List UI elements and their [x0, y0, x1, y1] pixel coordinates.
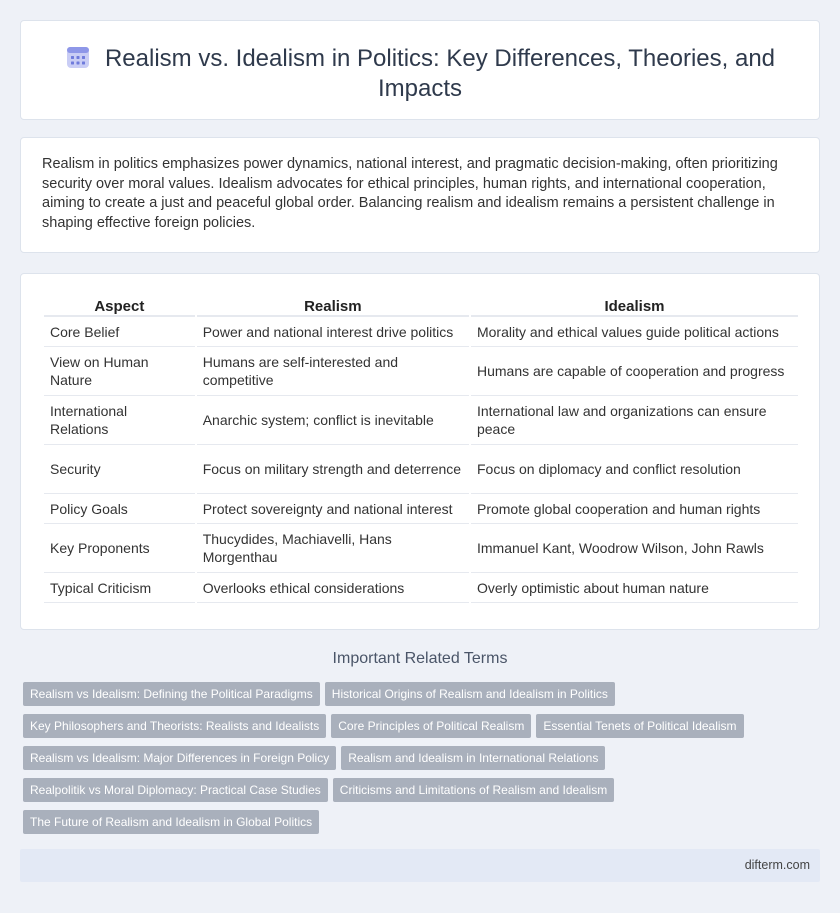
- cell-aspect: Typical Criticism: [44, 573, 195, 603]
- cell-idealism: Promote global cooperation and human rights: [471, 494, 798, 524]
- cell-aspect: International Relations: [44, 396, 195, 445]
- table-row: [44, 317, 798, 347]
- cell-realism: Focus on military strength and deterrence: [197, 445, 469, 494]
- related-term-link[interactable]: Realism and Idealism in International Relations: [341, 746, 605, 770]
- header-aspect: Aspect: [44, 297, 195, 317]
- cell-idealism: Humans are capable of cooperation and progress: [471, 347, 798, 396]
- cell-aspect: Core Belief: [44, 317, 195, 347]
- title-text: Realism vs. Idealism in Politics: Key Differences, Theories, and Impacts: [104, 45, 776, 102]
- table-row: [44, 347, 798, 396]
- comparison-table: [42, 297, 800, 603]
- related-term-link[interactable]: Core Principles of Political Realism: [331, 714, 531, 738]
- cell-aspect: Key Proponents: [44, 524, 195, 573]
- header-realism: Realism: [197, 297, 469, 317]
- cell-realism: Anarchic system; conflict is inevitable: [197, 396, 469, 445]
- cell-realism: Protect sovereignty and national interest: [197, 494, 469, 524]
- header-card: [20, 20, 820, 120]
- table-row: [44, 494, 798, 524]
- calendar-grid-icon: [65, 44, 91, 70]
- intro-card: [20, 137, 820, 253]
- related-term-link[interactable]: The Future of Realism and Idealism in Global Politics: [23, 810, 319, 834]
- cell-aspect: Policy Goals: [44, 494, 195, 524]
- related-term-link[interactable]: Key Philosophers and Theorists: Realists and Idealists: [23, 714, 326, 738]
- related-term-link[interactable]: Essential Tenets of Political Idealism: [536, 714, 743, 738]
- cell-realism: Thucydides, Machiavelli, Hans Morgenthau: [197, 524, 469, 573]
- cell-idealism: Immanuel Kant, Woodrow Wilson, John Rawls: [471, 524, 798, 573]
- comparison-table-card: [20, 273, 820, 630]
- footer-site-name[interactable]: difterm.com: [744, 858, 810, 872]
- cell-idealism: International law and organizations can ensure peace: [471, 396, 798, 445]
- footer-bar: [20, 849, 820, 882]
- related-terms-heading: Important Related Terms: [332, 650, 508, 667]
- page-title: [61, 44, 779, 104]
- cell-idealism: Focus on diplomacy and conflict resolution: [471, 445, 798, 494]
- related-term-link[interactable]: Realism vs Idealism: Defining the Political Paradigms: [23, 682, 320, 706]
- cell-aspect: Security: [44, 445, 195, 494]
- cell-aspect: View on Human Nature: [44, 347, 195, 396]
- related-terms-list: [23, 682, 803, 842]
- table-row: [44, 445, 798, 494]
- cell-realism: Power and national interest drive politics: [197, 317, 469, 347]
- cell-idealism: Overly optimistic about human nature: [471, 573, 798, 603]
- related-term-link[interactable]: Criticisms and Limitations of Realism and Idealism: [333, 778, 614, 802]
- related-term-link[interactable]: Historical Origins of Realism and Idealism in Politics: [325, 682, 615, 706]
- table-row: [44, 396, 798, 445]
- table-row: [44, 524, 798, 573]
- cell-realism: Humans are self-interested and competitive: [197, 347, 469, 396]
- intro-paragraph: Realism in politics emphasizes power dynamics, national interest, and pragmatic decision-making, often prioritizing security over moral values. Idealism advocates for ethical principles, human rights, and international cooperation, aiming to create a just and peaceful global order. Balancing realism and idealism remains a persistent challenge in shaping effective foreign policies.: [42, 156, 778, 231]
- related-term-link[interactable]: Realpolitik vs Moral Diplomacy: Practical Case Studies: [23, 778, 328, 802]
- table-header-row: [44, 297, 798, 317]
- header-idealism: Idealism: [471, 297, 798, 317]
- table-row: [44, 573, 798, 603]
- cell-idealism: Morality and ethical values guide political actions: [471, 317, 798, 347]
- related-term-link[interactable]: Realism vs Idealism: Major Differences in Foreign Policy: [23, 746, 336, 770]
- cell-realism: Overlooks ethical considerations: [197, 573, 469, 603]
